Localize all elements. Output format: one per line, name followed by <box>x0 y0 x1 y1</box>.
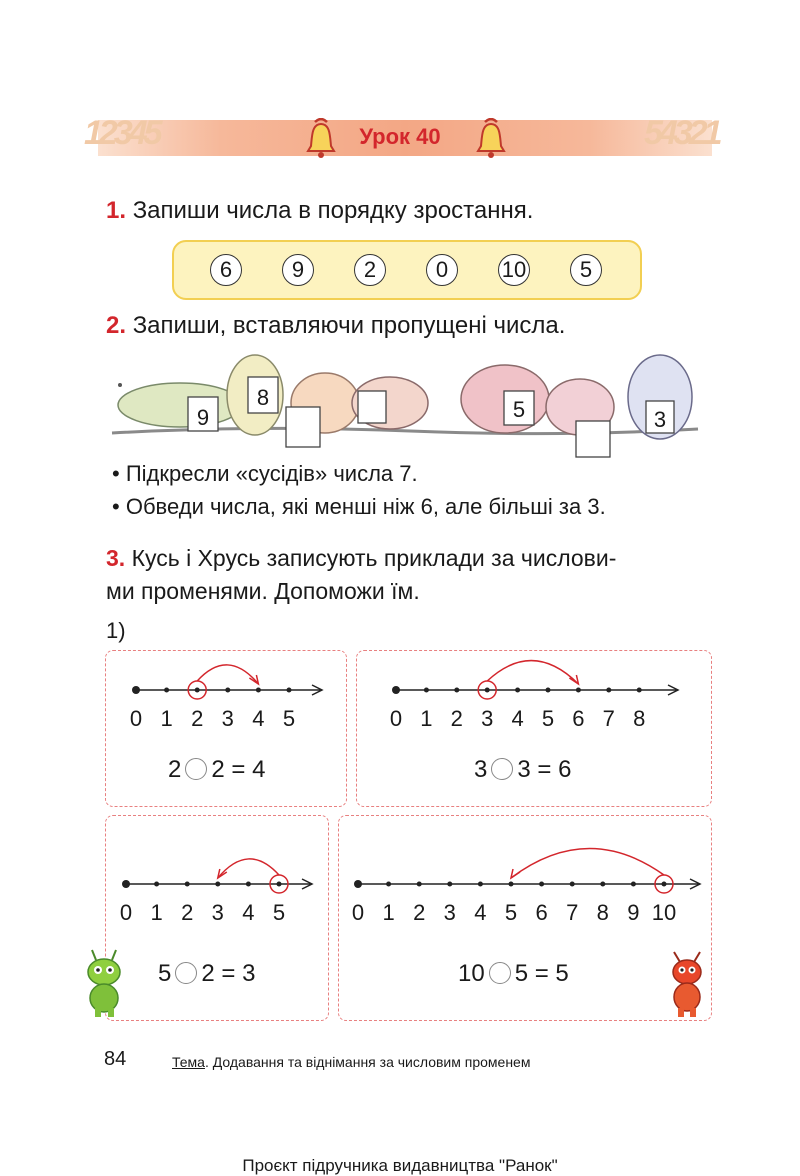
equation: 10 5 = 5 <box>458 960 569 987</box>
ray-tick-label: 2 <box>450 706 463 731</box>
ray-tick-label: 0 <box>119 900 133 925</box>
number-circle: 5 <box>570 254 602 286</box>
ray-tick-label: 3 <box>211 900 224 925</box>
number-circle: 6 <box>210 254 242 286</box>
ray-tick-label: 4 <box>242 900 255 925</box>
sign-circle[interactable] <box>491 758 513 780</box>
ray-tick-label: 4 <box>511 706 524 731</box>
ray-point <box>246 882 251 887</box>
topic-line <box>172 1054 530 1070</box>
ray-point <box>454 688 459 693</box>
equation-right: 3 <box>517 756 531 783</box>
ray-tick-label: 4 <box>474 900 487 925</box>
ray-point <box>515 688 520 693</box>
ray-point <box>631 882 636 887</box>
ray-point <box>509 882 514 887</box>
ray-tick-label: 3 <box>221 706 234 731</box>
number-circle: 9 <box>282 254 314 286</box>
jump-arc <box>511 849 664 878</box>
ray-point <box>277 882 282 887</box>
jump-arc <box>487 661 578 684</box>
publisher-note: Проєкт підручника видавництва "Ранок" <box>242 1156 558 1175</box>
task-3-text-line2: ми променями. Допоможи їм. <box>106 578 420 604</box>
ray-tick-label: 0 <box>389 706 403 731</box>
ray-tick-label: 5 <box>272 900 286 925</box>
ray-tick-label: 2 <box>191 706 204 731</box>
equation-left: 10 <box>458 960 485 987</box>
ray-point <box>662 882 667 887</box>
ray-tick-label: 7 <box>602 706 615 731</box>
ray-tick-label: 0 <box>129 706 143 731</box>
task-3-number: 3. <box>106 545 126 571</box>
ray-tick-label: 6 <box>535 900 548 925</box>
ray-point <box>600 882 605 887</box>
red-mascot-icon <box>664 950 710 1018</box>
ray-tick-label: 3 <box>443 900 456 925</box>
task-2-number: 2. <box>106 312 127 339</box>
task-1-text: Запиши числа в порядку зростання. <box>132 197 534 224</box>
equation-left: 2 <box>168 756 182 783</box>
ray-tick-label: 1 <box>420 706 433 731</box>
ray-tick-label: 9 <box>627 900 640 925</box>
bird-card-number: 5 <box>512 397 526 422</box>
ray-point <box>539 882 544 887</box>
equation-result: 4 <box>252 756 266 783</box>
ray-tick-label: 2 <box>181 900 194 925</box>
arc-arrow-icon <box>511 869 520 878</box>
ray-point <box>424 688 429 693</box>
ray-point <box>485 688 490 693</box>
equation-result: 6 <box>558 756 572 783</box>
number-circle: 10 <box>498 254 530 286</box>
equation-result: 3 <box>242 960 256 987</box>
ray-point <box>386 882 391 887</box>
deco-numbers-right: 54321 <box>644 114 719 152</box>
ray-point <box>478 882 483 887</box>
equation-right: 5 <box>514 960 529 987</box>
ray-point <box>164 688 169 693</box>
ray-tick-label: 5 <box>504 900 518 925</box>
task-1-number: 1. <box>106 197 127 224</box>
equation-left: 5 <box>158 960 172 987</box>
bird-card-number: 3 <box>653 407 667 432</box>
equation: 2 2 = 4 <box>168 756 266 783</box>
sign-circle[interactable] <box>185 758 207 780</box>
ray-point <box>256 688 261 693</box>
ray-point <box>637 688 642 693</box>
ray-tick-label: 3 <box>481 706 494 731</box>
ray-point <box>225 688 230 693</box>
sign-circle[interactable] <box>489 962 511 984</box>
ray-point <box>287 688 292 693</box>
bird-card-number: 9 <box>196 405 210 430</box>
ray-tick-label: 8 <box>596 900 609 925</box>
ray-point <box>576 688 581 693</box>
ray-tick-label: 2 <box>413 900 426 925</box>
bird-card-number: 8 <box>256 385 270 410</box>
deco-numbers-left: 12345 <box>84 114 159 152</box>
bullet-item: • Обведи числа, які менші ніж 6, але більші за 3. <box>112 494 606 519</box>
ray-tick-label: 5 <box>282 706 296 731</box>
ray-tick-label: 5 <box>541 706 555 731</box>
ray-tick-label: 1 <box>160 706 173 731</box>
ray-point <box>132 686 140 694</box>
topic-text: . Додавання та віднімання за числовим променем <box>204 1054 531 1070</box>
ray-point <box>606 688 611 693</box>
ray-point <box>570 882 575 887</box>
ray-point <box>185 882 190 887</box>
bullet-text: Обведи числа, які менші ніж 6, але більші за 3. <box>125 494 606 519</box>
ray-point <box>122 880 130 888</box>
ray-tick-label: 1 <box>382 900 395 925</box>
page-number: 84 <box>104 1048 127 1070</box>
task-2-text: Запиши, вставляючи пропущені числа. <box>132 312 566 339</box>
green-mascot-icon <box>82 948 128 1018</box>
ray-tick-label: 0 <box>351 900 365 925</box>
part-label: 1) <box>106 618 126 643</box>
ray-point <box>154 882 159 887</box>
jump-arc <box>197 665 258 684</box>
ray-tick-label: 8 <box>633 706 646 731</box>
equation-right: 2 <box>211 756 225 783</box>
bullet-text: Підкресли «сусідів» числа 7. <box>125 461 418 486</box>
sign-circle[interactable] <box>175 962 197 984</box>
ray-tick-label: 10 <box>651 900 677 925</box>
ray-point <box>546 688 551 693</box>
ray-point <box>354 880 362 888</box>
task-3-text-line1: Кусь і Хрусь записують приклади за числови- <box>131 545 617 571</box>
jump-arc <box>218 859 279 878</box>
ray-tick-label: 1 <box>150 900 163 925</box>
ray-tick-label: 7 <box>566 900 579 925</box>
lesson-title: Урок 40 <box>359 124 441 149</box>
equation-result: 5 <box>555 960 569 987</box>
ray-tick-label: 6 <box>572 706 585 731</box>
ray-point <box>215 882 220 887</box>
ray-point <box>417 882 422 887</box>
number-circle: 0 <box>426 254 458 286</box>
ray-point <box>195 688 200 693</box>
ray-tick-label: 4 <box>252 706 265 731</box>
equation: 3 3 = 6 <box>474 756 572 783</box>
ray-point <box>447 882 452 887</box>
equation-left: 3 <box>474 756 488 783</box>
ray-point <box>392 686 400 694</box>
bullet-item: • Підкресли «сусідів» числа 7. <box>112 461 418 486</box>
topic-label: Тема <box>172 1054 205 1070</box>
number-circle: 2 <box>354 254 386 286</box>
equation: 5 2 = 3 <box>158 960 256 987</box>
equation-right: 2 <box>201 960 215 987</box>
